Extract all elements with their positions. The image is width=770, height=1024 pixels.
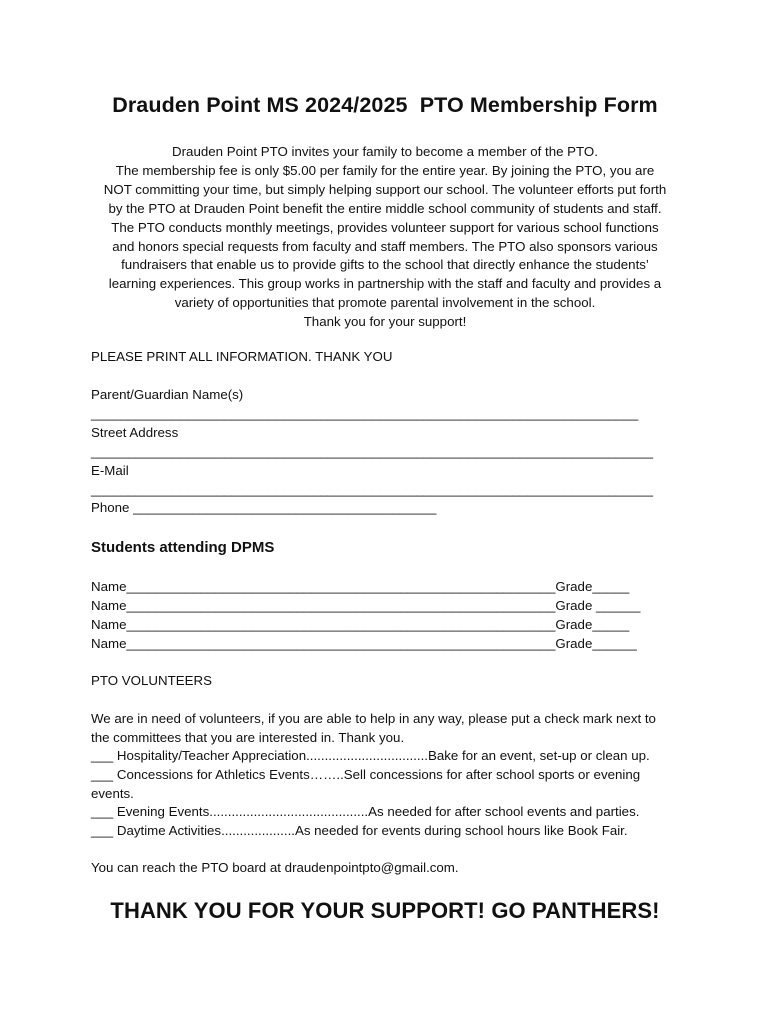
volunteer-option-hospitality[interactable]: ___ Hospitality/Teacher Appreciation.................................Bake for an event, set-up or clean up. (91, 748, 650, 763)
parent-name-label: Parent/Guardian Name(s) (91, 387, 244, 402)
volunteer-option-concessions[interactable]: ___ Concessions for Athletics Events……..Sell concessions for after school sports or evening (91, 767, 641, 782)
intro-paragraph (60, 143, 710, 332)
email-label: E-Mail (91, 463, 129, 478)
volunteer-option-daytime[interactable]: ___ Daytime Activities....................As needed for events during school hours like Book Fair. (91, 823, 628, 838)
page-title: Drauden Point MS 2024/2025 PTO Membership Form (112, 93, 658, 117)
volunteers-heading: PTO VOLUNTEERS (91, 673, 212, 688)
student-row[interactable]: Name__________________________________________________________Grade ______ (91, 598, 641, 613)
street-address-label: Street Address (91, 425, 179, 440)
intro-line: NOT committing your time, but simply helping support our school. The volunteer efforts put forth (103, 181, 667, 197)
closing-banner: THANK YOU FOR YOUR SUPPORT! GO PANTHERS! (110, 898, 660, 923)
student-row[interactable]: Name__________________________________________________________Grade_____ (91, 617, 630, 632)
intro-line: Drauden Point PTO invites your family to become a member of the PTO. (172, 144, 598, 159)
phone-field[interactable]: Phone _________________________________________ (91, 500, 437, 515)
volunteer-option-evening[interactable]: ___ Evening Events...........................................As needed for after school events and parties. (91, 804, 640, 819)
parent-name-field[interactable]: __________________________________________________________________________ (91, 406, 639, 421)
intro-line: fundraisers that enable us to provide gifts to the school that directly enhance the students’ (121, 257, 649, 273)
street-address-field[interactable]: ____________________________________________________________________________ (91, 444, 654, 459)
volunteers-intro: the committees that you are interested in. Thank you. (91, 730, 405, 745)
intro-line: variety of opportunities that promote parental involvement in the school. (174, 295, 596, 311)
print-notice: PLEASE PRINT ALL INFORMATION. THANK YOU (91, 349, 393, 364)
intro-line: Thank you for your support! (303, 314, 467, 330)
email-field[interactable]: ____________________________________________________________________________ (91, 482, 654, 497)
volunteer-option-concessions-cont: events. (91, 786, 134, 801)
contact-line: You can reach the PTO board at draudenpointpto@gmail.com. (91, 860, 459, 875)
student-row[interactable]: Name__________________________________________________________Grade______ (91, 636, 637, 651)
intro-line: The membership fee is only $5.00 per family for the entire year. By joining the PTO, you are (115, 162, 655, 178)
intro-line: and honors special requests from faculty and staff members. The PTO also sponsors various (112, 238, 658, 254)
intro-line: by the PTO at Drauden Point benefit the entire middle school community of students and staff. (108, 200, 662, 216)
volunteers-intro: We are in need of volunteers, if you are able to help in any way, please put a check mark next to (91, 711, 656, 726)
intro-line: The PTO conducts monthly meetings, provides volunteer support for various school functions (111, 219, 659, 235)
students-heading: Students attending DPMS (91, 539, 275, 556)
student-row[interactable]: Name__________________________________________________________Grade_____ (91, 579, 630, 594)
intro-line: learning experiences. This group works in partnership with the staff and faculty and provides a (108, 276, 662, 292)
